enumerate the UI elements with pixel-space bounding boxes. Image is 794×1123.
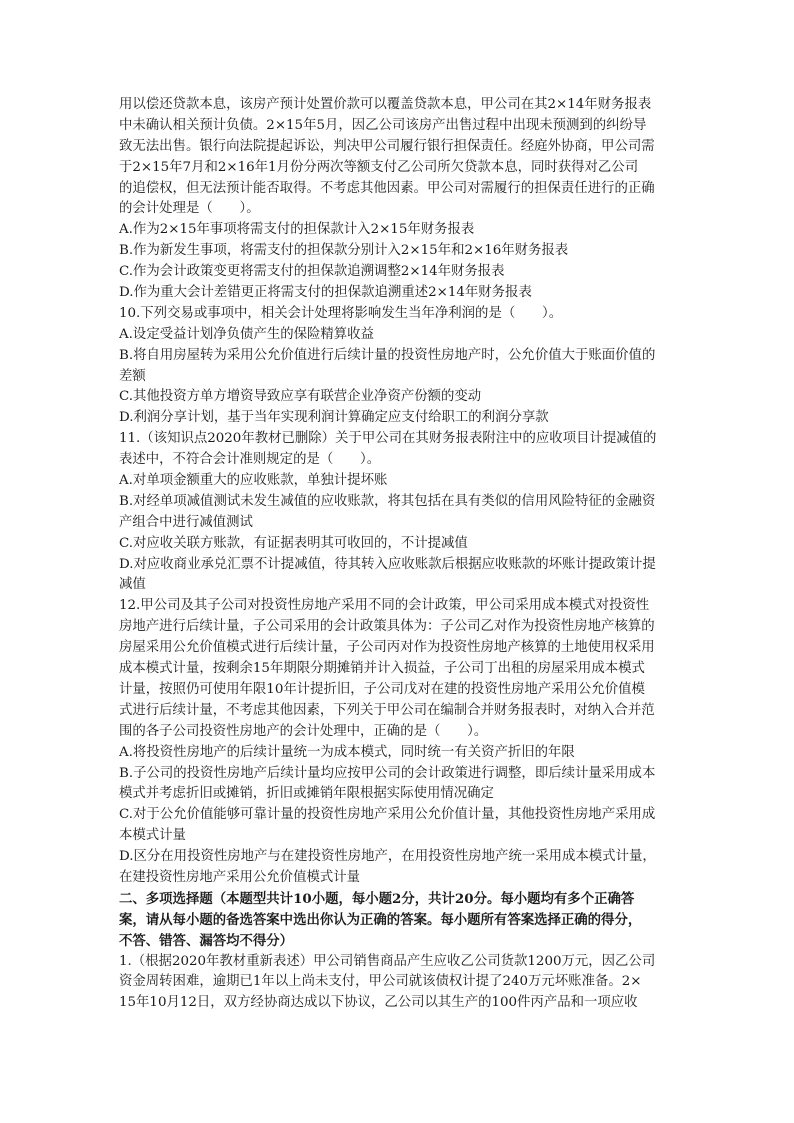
text-line: D.作为重大会计差错更正将需支付的担保款追溯重述2×14年财务报表 xyxy=(119,285,532,301)
text-line: 的追偿权，但无法预计能否取得。不考虑其他因素。甲公司对需履行的担保责任进行的正确 xyxy=(119,180,655,196)
text-line: D.对应收商业承兑汇票不计提减值，待其转入应收账款后根据应收账款的坏账计提政策计提 xyxy=(119,556,656,572)
text-line: 式进行后续计量，不考虑其他因素，下列关于甲公司在编制合并财务报表时，对纳入合并范 xyxy=(119,702,655,718)
text-line: 减值 xyxy=(119,577,146,593)
text-line: 资金周转困难，逾期已1年以上尚未支付，甲公司就该债权计提了240万元坏账准备。2× xyxy=(119,974,642,990)
section-heading-line: 二、多项选择题（本题型共计10小题，每小题2分，共计20分。每小题均有多个正确答 xyxy=(119,890,635,907)
text-line: B.对经单项减值测试未发生减值的应收账款，将其包括在具有类似的信用风险特征的金融资 xyxy=(119,493,656,509)
text-line: 10.下列交易或事项中，相关会计处理将影响发生当年净利润的是（ ）。 xyxy=(119,305,563,321)
text-line: 1.（根据2020年教材重新表述）甲公司销售商品产生应收乙公司货款1200万元，因乙公司 xyxy=(119,953,656,969)
text-line: 产组合中进行减值测试 xyxy=(119,514,253,530)
text-line: 中未确认相关预计负债。2×15年5月，因乙公司该房产出售过程中出现未预测到的纠纷导 xyxy=(119,117,647,133)
section-heading-line: 不答、错答、漏答均不得分） xyxy=(119,932,294,949)
text-line: 模式并考虑折旧或摊销，折旧或摊销年限根据实际使用情况确定 xyxy=(119,786,494,802)
text-line: 本模式计量 xyxy=(119,828,186,844)
text-line: C.对于公允价值能够可靠计量的投资性房地产采用公允价值计量，其他投资性房地产采用成 xyxy=(119,807,656,823)
text-line: 计量，按照仍可使用年限10年计提折旧，子公司戊对在建的投资性房地产采用公允价值模 xyxy=(119,681,645,697)
text-line: D.区分在用投资性房地产与在建投资性房地产，在用投资性房地产统一采用成本模式计量， xyxy=(119,849,656,865)
text-line: 的会计处理是（ ）。 xyxy=(119,201,260,217)
text-line: 成本模式计量，按剩余15年期限分期摊销并计入损益，子公司丁出租的房屋采用成本模式 xyxy=(119,661,645,677)
text-line: 12.甲公司及其子公司对投资性房地产采用不同的会计政策，甲公司采用成本模式对投资性 xyxy=(119,598,650,614)
text-line: B.作为新发生事项，将需支付的担保款分别计入2×15年和2×16年财务报表 xyxy=(119,243,569,259)
text-line: 房地产进行后续计量，子公司采用的会计政策具体为：子公司乙对作为投资性房地产核算的 xyxy=(119,619,655,635)
text-line: 于2×15年7月和2×16年1月份分两次等额支付乙公司所欠贷款本息，同时获得对乙公司 xyxy=(119,159,639,175)
text-line: 11.（该知识点2020年教材已删除）关于甲公司在其财务报表附注中的应收项目计提减值的 xyxy=(119,431,657,447)
text-line: C.其他投资方单方增资导致应享有联营企业净资产份额的变动 xyxy=(119,389,482,405)
text-line: 15年10月12日，双方经协商达成以下协议，乙公司以其生产的100件丙产品和一项应收 xyxy=(119,995,638,1011)
text-line: C.对应收关联方账款，有证据表明其可收回的，不计提减值 xyxy=(119,535,468,551)
text-line: 围的各子公司投资性房地产的会计处理中，正确的是（ ）。 xyxy=(119,723,488,739)
text-line: B.子公司的投资性房地产后续计量均应按甲公司的会计政策进行调整，即后续计量采用成本 xyxy=(119,765,656,781)
text-line: 致无法出售。银行向法院提起诉讼，判决甲公司履行银行担保责任。经庭外协商，甲公司需 xyxy=(119,138,655,154)
text-line: 差额 xyxy=(119,368,146,384)
text-line: 表述中，不符合会计准则规定的是（ ）。 xyxy=(119,452,381,468)
text-line: C.作为会计政策变更将需支付的担保款追溯调整2×14年财务报表 xyxy=(119,264,505,280)
text-line: A.作为2×15年事项将需支付的担保款计入2×15年财务报表 xyxy=(119,222,475,238)
text-line: A.对单项金额重大的应收账款，单独计提坏账 xyxy=(119,473,388,489)
text-line: 在建投资性房地产采用公允价值模式计量 xyxy=(119,869,361,885)
text-line: A.将投资性房地产的后续计量统一为成本模式，同时统一有关资产折旧的年限 xyxy=(119,744,575,760)
text-line: D.利润分享计划，基于当年实现利润计算确定应支付给职工的利润分享款 xyxy=(119,410,549,426)
text-line: 房屋采用公允价值模式进行后续计量，子公司丙对作为投资性房地产核算的土地使用权采用 xyxy=(119,640,655,656)
text-line: B.将自用房屋转为采用公允价值进行后续计量的投资性房地产时，公允价值大于账面价值的 xyxy=(119,347,656,363)
document-body xyxy=(119,95,675,1014)
text-line: 用以偿还贷款本息，该房产预计处置价款可以覆盖贷款本息，甲公司在其2×14年财务报表 xyxy=(119,97,652,112)
text-line: A.设定受益计划净负债产生的保险精算收益 xyxy=(119,326,374,342)
section-heading-line: 案，请从每小题的备选答案中选出你认为正确的答案。每小题所有答案选择正确的得分， xyxy=(119,911,642,928)
